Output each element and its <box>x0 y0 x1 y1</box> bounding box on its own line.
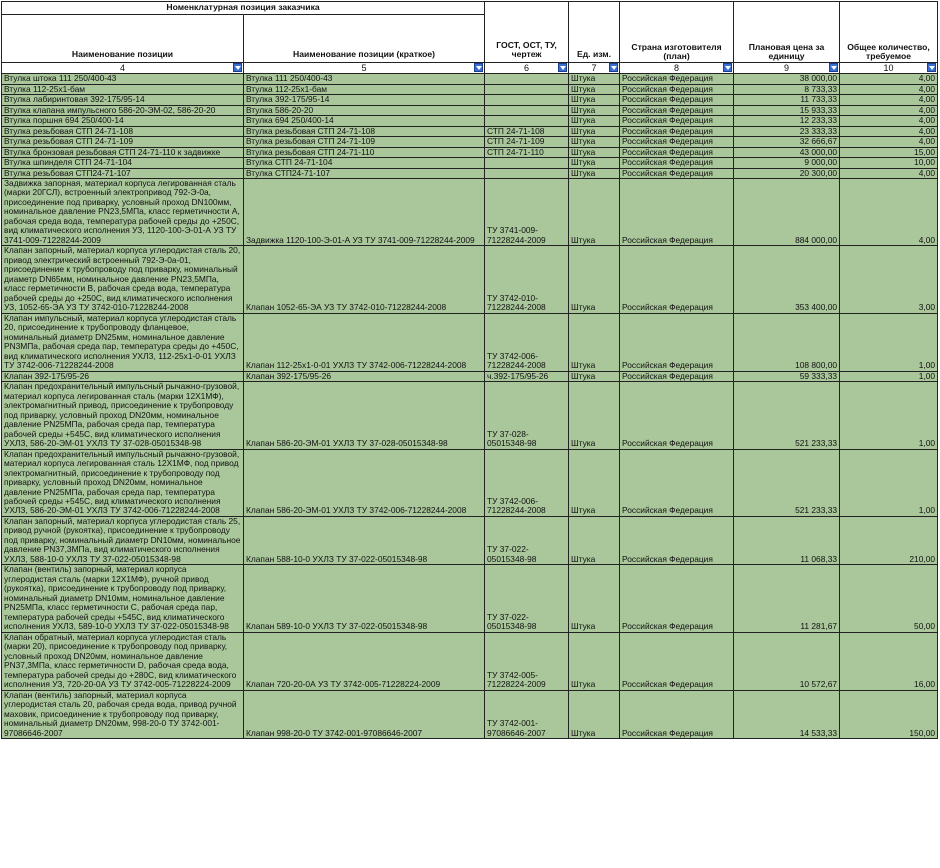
cell-gost[interactable] <box>485 158 569 168</box>
col-header-name: Наименование позиции <box>2 15 244 63</box>
cell-country[interactable]: Российская Федерация <box>620 158 734 168</box>
cell-short-name[interactable]: Втулка резьбовая СТП 24-71-110 <box>244 147 485 157</box>
cell-qty[interactable]: 1,00 <box>840 371 938 381</box>
cell-country[interactable]: Российская Федерация <box>620 371 734 381</box>
table-row <box>2 313 938 371</box>
cell-price[interactable]: 108 800,00 <box>734 313 840 371</box>
cell-qty[interactable]: 4,00 <box>840 168 938 178</box>
cell-short-name[interactable]: Клапан 112-25х1-0-01 УХЛЗ ТУ 3742-006-71228244-2008 <box>244 313 485 371</box>
cell-price[interactable]: 23 333,33 <box>734 126 840 136</box>
cell-gost[interactable]: ТУ 3742-006-71228244-2008 <box>485 449 569 516</box>
col-number: 4 <box>119 63 125 73</box>
cell-item-name[interactable]: Клапан импульсный, материал корпуса углеродистая сталь 20, присоединение к трубопроводу фланцевое, номинальный диаметр DN25мм, номинальное давление PN3МПа, рабочая среда пар, температура среды до +450С, вид климатического исполнения УХЛЗ, 112-25х1-0-01 УХЛЗ ТУ 3742-006-71228244-2008 <box>2 313 244 371</box>
cell-short-name[interactable]: Клапан 998-20-0 ТУ 3742-001-97086646-2007 <box>244 690 485 738</box>
cell-gost[interactable]: ТУ 3742-001-97086646-2007 <box>485 690 569 738</box>
filter-cell[interactable] <box>244 63 485 74</box>
cell-short-name[interactable]: Втулка 111 250/400-43 <box>244 74 485 84</box>
cell-gost[interactable]: СТП 24-71-108 <box>485 126 569 136</box>
cell-qty[interactable]: 4,00 <box>840 84 938 94</box>
cell-country[interactable]: Российская Федерация <box>620 168 734 178</box>
cell-unit[interactable]: Штука <box>569 449 620 516</box>
cell-unit[interactable]: Штука <box>569 246 620 313</box>
table-row <box>2 137 938 147</box>
procurement-table <box>1 1 938 739</box>
table-row <box>2 690 938 738</box>
filter-dropdown-icon[interactable] <box>609 63 618 72</box>
cell-unit[interactable]: Штука <box>569 126 620 136</box>
cell-short-name[interactable]: Втулка 694 250/400-14 <box>244 116 485 126</box>
cell-qty[interactable]: 1,00 <box>840 313 938 371</box>
cell-item-name[interactable]: Клапан предохранительный импульсный рычажно-грузовой, материал корпуса легированная сталь (марки 12Х1МФ), электромагнитный привод, присоединение к трубопроводу под приварку, условный проход DN20мм, номинальное давление PN25МПа, рабочая среда пар, температура рабочей среды +545С, вид климатического исполнения УХЛЗ, 586-20-ЭМ-01 УХЛЗ ТУ 37-028-05015348-98 <box>2 382 244 449</box>
col-number: 6 <box>524 63 530 73</box>
cell-item-name[interactable]: Задвижка запорная, материал корпуса легированная сталь (марки 20ГСЛ), встроенный электропривод 792-Э-0а, присоединение под приварку, условный проход DN100мм, номинальное давление PN23,5МПа, класс герметичности А, рабочая среда вода, температура рабочей среды до +250С, вид климатического исполнения УЗ, 1120-100-Э-01-А УЗ ТУ 3741-009-71228244-2009 <box>2 179 244 246</box>
cell-country[interactable]: Российская Федерация <box>620 632 734 690</box>
col-number: 9 <box>784 63 790 73</box>
cell-country[interactable]: Российская Федерация <box>620 137 734 147</box>
cell-short-name[interactable]: Клапан 589-10-0 УХЛЗ ТУ 37-022-05015348-98 <box>244 565 485 632</box>
cell-item-name[interactable]: Втулка бронзовая резьбовая СТП 24-71-110 к задвижке <box>2 147 244 157</box>
cell-item-name[interactable]: Втулка 112-25х1-бам <box>2 84 244 94</box>
cell-price[interactable]: 20 300,00 <box>734 168 840 178</box>
cell-country[interactable]: Российская Федерация <box>620 84 734 94</box>
cell-item-name[interactable]: Втулка шпинделя СТП 24-71-104 <box>2 158 244 168</box>
cell-price[interactable]: 12 233,33 <box>734 116 840 126</box>
filter-dropdown-icon[interactable] <box>558 63 567 72</box>
cell-country[interactable]: Российская Федерация <box>620 382 734 449</box>
cell-unit[interactable]: Штука <box>569 84 620 94</box>
cell-price[interactable]: 32 666,67 <box>734 137 840 147</box>
cell-unit[interactable]: Штука <box>569 105 620 115</box>
cell-country[interactable]: Российская Федерация <box>620 565 734 632</box>
cell-country[interactable]: Российская Федерация <box>620 147 734 157</box>
cell-price[interactable]: 11 281,67 <box>734 565 840 632</box>
cell-item-name[interactable]: Клапан (вентиль) запорный, материал корпуса углеродистая сталь 20, рабочая среда вода, привод ручной маховик, присоединение к трубопроводу под приварку, номинальный диаметр DN20мм, 998-20-0 ТУ 3742-001-97086646-2007 <box>2 690 244 738</box>
cell-country[interactable]: Российская Федерация <box>620 313 734 371</box>
cell-qty[interactable]: 1,00 <box>840 382 938 449</box>
cell-gost[interactable] <box>485 84 569 94</box>
cell-unit[interactable]: Штука <box>569 95 620 105</box>
customer-item-group-header: Номенклатурная позиция заказчика <box>2 2 485 15</box>
filter-cell[interactable] <box>734 63 840 74</box>
cell-short-name[interactable]: Клапан 1052-65-ЭА УЗ ТУ 3742-010-71228244-2008 <box>244 246 485 313</box>
cell-qty[interactable]: 4,00 <box>840 74 938 84</box>
col-header-gost: ГОСТ, ОСТ, ТУ, чертеж <box>485 2 569 63</box>
col-number: 7 <box>591 63 597 73</box>
cell-price[interactable]: 14 533,33 <box>734 690 840 738</box>
table-row <box>2 246 938 313</box>
filter-cell[interactable] <box>2 63 244 74</box>
cell-price[interactable]: 521 233,33 <box>734 382 840 449</box>
filter-dropdown-icon[interactable] <box>829 63 838 72</box>
filter-cell[interactable] <box>620 63 734 74</box>
cell-country[interactable]: Российская Федерация <box>620 105 734 115</box>
cell-gost[interactable]: ТУ 3742-006-71228244-2008 <box>485 313 569 371</box>
cell-price[interactable]: 8 733,33 <box>734 84 840 94</box>
cell-unit[interactable]: Штука <box>569 690 620 738</box>
cell-item-name[interactable]: Втулка штока 111 250/400-43 <box>2 74 244 84</box>
cell-country[interactable]: Российская Федерация <box>620 246 734 313</box>
col-header-price: Плановая цена за единицу <box>734 2 840 63</box>
cell-country[interactable]: Российская Федерация <box>620 516 734 564</box>
cell-gost[interactable]: СТП 24-71-110 <box>485 147 569 157</box>
cell-item-name[interactable]: Клапан запорный, материал корпуса углеродистая сталь 25, привод ручной (рукоятка), присоединение к трубопроводу под приварку, номинальный диаметр DN10мм, номинальное давление PN37,3МПа, вид климатического исполнения УХЛЗ, 588-10-0 УХЛЗ ТУ 37-022-05015348-98 <box>2 516 244 564</box>
cell-price[interactable]: 38 000,00 <box>734 74 840 84</box>
cell-gost[interactable] <box>485 105 569 115</box>
cell-item-name[interactable]: Втулка поршня 694 250/400-14 <box>2 116 244 126</box>
cell-country[interactable]: Российская Федерация <box>620 449 734 516</box>
cell-item-name[interactable]: Клапан (вентиль) запорный, материал корпуса углеродистая сталь (марки 12Х1МФ), ручной привод (рукоятка), присоединение к трубопроводу под приварку, номинальный диаметр DN10мм, номинальное давление PN25МПа, класс герметичности С, рабочая среда пар, температура рабочей среды +545С, вид климатического исполнения УХЛЗ, 589-10-0 УХЛЗ ТУ 37-022-05015348-98 <box>2 565 244 632</box>
cell-qty[interactable]: 210,00 <box>840 516 938 564</box>
filter-dropdown-icon[interactable] <box>233 63 242 72</box>
table-row <box>2 74 938 84</box>
cell-qty[interactable]: 1,00 <box>840 449 938 516</box>
cell-gost[interactable]: ТУ 3741-009-71228244-2009 <box>485 179 569 246</box>
cell-price[interactable]: 9 000,00 <box>734 158 840 168</box>
cell-short-name[interactable]: Втулка резьбовая СТП 24-71-108 <box>244 126 485 136</box>
col-number: 8 <box>674 63 680 73</box>
cell-short-name[interactable]: Клапан 720-20-0А УЗ ТУ 3742-005-71228224-2009 <box>244 632 485 690</box>
table-row <box>2 565 938 632</box>
cell-short-name[interactable]: Втулка 586-20-20 <box>244 105 485 115</box>
header-group-row <box>2 2 938 15</box>
cell-short-name[interactable]: Втулка 112-25х1-бам <box>244 84 485 94</box>
cell-item-name[interactable]: Втулка резьбовая СТП 24-71-108 <box>2 126 244 136</box>
cell-unit[interactable]: Штука <box>569 168 620 178</box>
filter-cell[interactable] <box>840 63 938 74</box>
cell-country[interactable]: Российская Федерация <box>620 116 734 126</box>
table-row <box>2 179 938 246</box>
cell-price[interactable]: 521 233,33 <box>734 449 840 516</box>
cell-gost[interactable] <box>485 74 569 84</box>
table-row <box>2 84 938 94</box>
filter-dropdown-icon[interactable] <box>723 63 732 72</box>
cell-price[interactable]: 10 572,67 <box>734 632 840 690</box>
table-row <box>2 105 938 115</box>
filter-dropdown-icon[interactable] <box>474 63 483 72</box>
cell-qty[interactable]: 4,00 <box>840 179 938 246</box>
table-row <box>2 158 938 168</box>
cell-item-name[interactable]: Клапан 392-175/95-26 <box>2 371 244 381</box>
cell-unit[interactable]: Штука <box>569 516 620 564</box>
cell-qty[interactable]: 4,00 <box>840 126 938 136</box>
cell-short-name[interactable]: Клапан 588-10-0 УХЛЗ ТУ 37-022-05015348-98 <box>244 516 485 564</box>
cell-unit[interactable]: Штука <box>569 179 620 246</box>
cell-country[interactable]: Российская Федерация <box>620 179 734 246</box>
cell-country[interactable]: Российская Федерация <box>620 126 734 136</box>
cell-short-name[interactable]: Втулка СТП 24-71-104 <box>244 158 485 168</box>
cell-unit[interactable]: Штука <box>569 565 620 632</box>
cell-qty[interactable]: 50,00 <box>840 565 938 632</box>
cell-short-name[interactable]: Задвижка 1120-100-Э-01-А УЗ ТУ 3741-009-71228244-2009 <box>244 179 485 246</box>
col-header-short-name: Наименование позиции (краткое) <box>244 15 485 63</box>
cell-gost[interactable]: СТП 24-71-109 <box>485 137 569 147</box>
cell-qty[interactable]: 3,00 <box>840 246 938 313</box>
cell-qty[interactable]: 4,00 <box>840 105 938 115</box>
cell-price[interactable]: 59 333,33 <box>734 371 840 381</box>
filter-cell[interactable] <box>485 63 569 74</box>
cell-unit[interactable]: Штука <box>569 632 620 690</box>
cell-gost[interactable] <box>485 168 569 178</box>
cell-item-name[interactable]: Клапан предохранительный импульсный рычажно-грузовой, материал корпуса легированная сталь 12Х1МФ, под привод электромагнитный, присоединение к трубопроводу под приварку, условный проход DN20мм, номинальное давление PN25МПа, рабочая среда пар, температура рабочей среды +545С, вид климатического исполнения УХЛЗ, 586-20-ЭМ-01 УХЛЗ ТУ 3742-006-71228244-2008 <box>2 449 244 516</box>
cell-short-name[interactable]: Втулка 392-175/95-14 <box>244 95 485 105</box>
cell-short-name[interactable]: Клапан 392-175/95-26 <box>244 371 485 381</box>
cell-gost[interactable]: ч.392-175/95-26 <box>485 371 569 381</box>
cell-item-name[interactable]: Втулка клапана импульсного 586-20-ЭМ-02, 586-20-20 <box>2 105 244 115</box>
cell-qty[interactable]: 4,00 <box>840 116 938 126</box>
col-number: 10 <box>883 63 894 73</box>
cell-item-name[interactable]: Втулка резьбовая СТП 24-71-109 <box>2 137 244 147</box>
cell-short-name[interactable]: Клапан 586-20-ЭМ-01 УХЛЗ ТУ 37-028-05015348-98 <box>244 382 485 449</box>
table-row <box>2 382 938 449</box>
cell-price[interactable]: 11 068,33 <box>734 516 840 564</box>
cell-unit[interactable]: Штука <box>569 158 620 168</box>
cell-country[interactable]: Российская Федерация <box>620 74 734 84</box>
table-row <box>2 449 938 516</box>
cell-unit[interactable]: Штука <box>569 74 620 84</box>
cell-price[interactable]: 353 400,00 <box>734 246 840 313</box>
cell-gost[interactable]: ТУ 3742-010-71228244-2008 <box>485 246 569 313</box>
cell-country[interactable]: Российская Федерация <box>620 690 734 738</box>
cell-gost[interactable]: ТУ 3742-005-71228224-2009 <box>485 632 569 690</box>
filter-dropdown-icon[interactable] <box>927 63 936 72</box>
cell-gost[interactable] <box>485 116 569 126</box>
cell-qty[interactable]: 4,00 <box>840 137 938 147</box>
cell-item-name[interactable]: Клапан запорный, материал корпуса углеродистая сталь 20, привод электрический встроенный 792-Э-0а-01, присоединение к трубопроводу под приварку, номинальный диаметр DN65мм, номинальное давление PN23,5МПа, класс герметичности В, рабочая среда вода, температура рабочей среды до +250С, вид климатического исполнения УЗ, 1052-65-ЭА УЗ ТУ 3742-010-71228244-2008 <box>2 246 244 313</box>
cell-qty[interactable]: 10,00 <box>840 158 938 168</box>
cell-gost[interactable]: ТУ 37-022-05015348-98 <box>485 516 569 564</box>
cell-item-name[interactable]: Клапан обратный, материал корпуса углеродистая сталь (марки 20), присоединение к трубопроводу под приварку, условный проход DN20мм, номинальное давление PN37,3МПа, класс герметичности D, рабочая среда вода, температура рабочей среды до +280С, вид климатического исполнения УЗ, 720-20-0А УЗ ТУ 3742-005-71228224-2009 <box>2 632 244 690</box>
cell-unit[interactable]: Штука <box>569 313 620 371</box>
filter-cell[interactable] <box>569 63 620 74</box>
cell-short-name[interactable]: Втулка СТП24-71-107 <box>244 168 485 178</box>
cell-short-name[interactable]: Втулка резьбовая СТП 24-71-109 <box>244 137 485 147</box>
cell-price[interactable]: 43 000,00 <box>734 147 840 157</box>
cell-price[interactable]: 11 733,33 <box>734 95 840 105</box>
col-header-qty: Общее количество, требуемое <box>840 2 938 63</box>
table-row <box>2 371 938 381</box>
cell-gost[interactable]: ТУ 37-022-05015348-98 <box>485 565 569 632</box>
cell-gost[interactable]: ТУ 37-028-05015348-98 <box>485 382 569 449</box>
cell-price[interactable]: 884 000,00 <box>734 179 840 246</box>
cell-qty[interactable]: 150,00 <box>840 690 938 738</box>
cell-unit[interactable]: Штука <box>569 116 620 126</box>
table-row <box>2 632 938 690</box>
col-number: 5 <box>361 63 367 73</box>
cell-item-name[interactable]: Втулка резьбовая СТП24-71-107 <box>2 168 244 178</box>
filter-row <box>2 63 938 74</box>
cell-qty[interactable]: 16,00 <box>840 632 938 690</box>
table-row <box>2 516 938 564</box>
table-row <box>2 126 938 136</box>
cell-gost[interactable] <box>485 95 569 105</box>
cell-item-name[interactable]: Втулка лабиринтовая 392-175/95-14 <box>2 95 244 105</box>
cell-qty[interactable]: 4,00 <box>840 95 938 105</box>
cell-country[interactable]: Российская Федерация <box>620 95 734 105</box>
cell-short-name[interactable]: Клапан 586-20-ЭМ-01 УХЛЗ ТУ 3742-006-71228244-2008 <box>244 449 485 516</box>
cell-unit[interactable]: Штука <box>569 147 620 157</box>
table-row <box>2 95 938 105</box>
table-row <box>2 116 938 126</box>
col-header-country: Страна изготовителя (план) <box>620 2 734 63</box>
cell-unit[interactable]: Штука <box>569 382 620 449</box>
table-row <box>2 168 938 178</box>
cell-price[interactable]: 15 933,33 <box>734 105 840 115</box>
cell-unit[interactable]: Штука <box>569 137 620 147</box>
table-row <box>2 147 938 157</box>
col-header-unit: Ед. изм. <box>569 2 620 63</box>
cell-unit[interactable]: Штука <box>569 371 620 381</box>
cell-qty[interactable]: 15,00 <box>840 147 938 157</box>
